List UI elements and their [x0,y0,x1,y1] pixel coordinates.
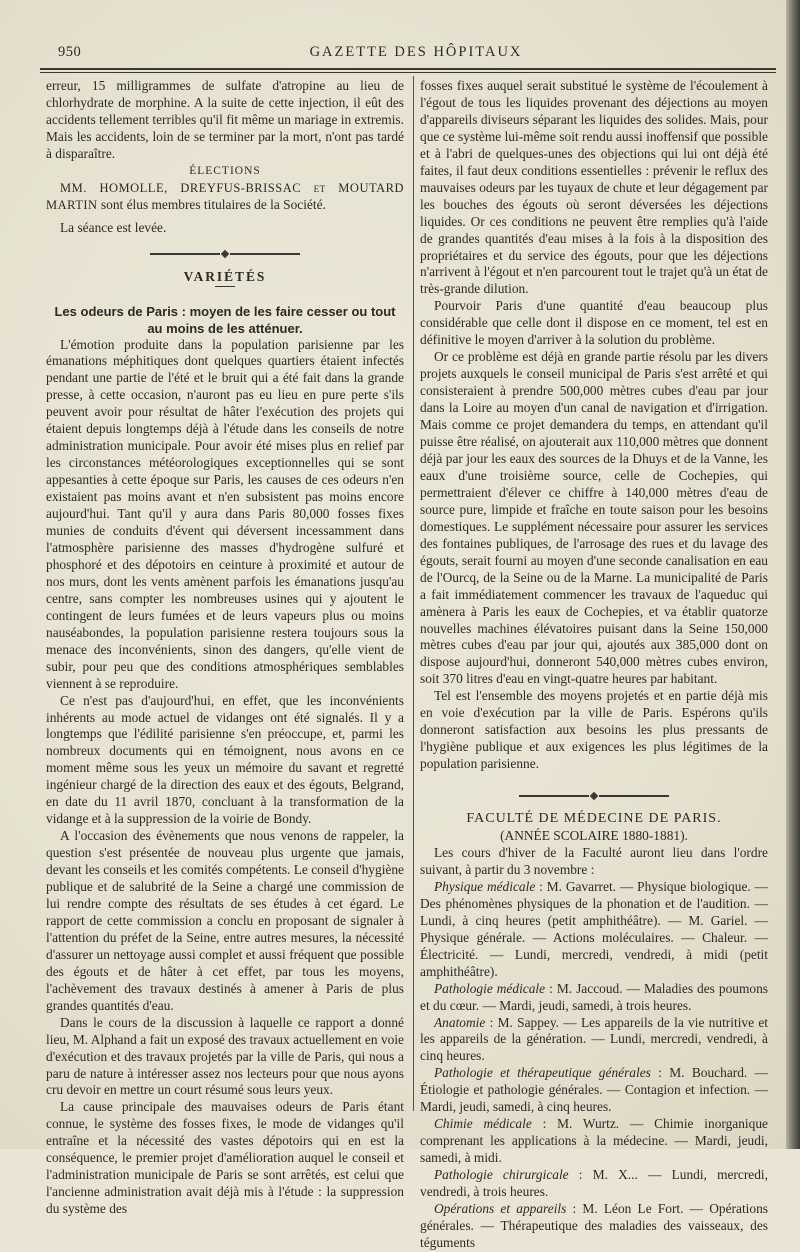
paragraph: Les cours d'hiver de la Faculté auront lieu dans l'ordre suivant, à partir du 3 novembre : [420,844,768,877]
course-details: : M. Sappey. — Les appareils de la vie nutritive et les appareils de la génération. — Lundi, mercredi, vendredi, à cinq heures. [420,1014,768,1064]
course-title: Pathologie chirurgicale [434,1167,569,1183]
course-title: Chimie médicale [434,1116,532,1132]
header-rule [40,68,776,73]
page-number: 950 [58,44,82,60]
course-title: Opérations et appareils [434,1201,567,1216]
short-rule [215,286,235,287]
elections-paragraph [46,180,404,214]
course-details: : M. X... — Lundi, mercredi, vendredi, à trois heures. [420,1167,768,1200]
paragraph: Or ce problème est déjà en grande partie résolu par les divers projets auxquels le conseil municipal de Paris s'est arrêté et qui consisteraient à prendre 500,000 mètres cubes d'eau par jour dans la Loire au moyen d'un canal de navigation et d'irrigation. Mais comme ce projet demandera du temps, en attendant qu'il puisse être réalisé, on ajouterait aux 110,000 mètres que donnent déjà par jour les eaux des sources de la Dhuys et de la Vanne, les eaux d'une troisième source, celle de Cochepies, qui permettraient d'élever ce chiffre à 140,000 mètres d'eau de source pure, limpide et fraîche en toute saison pour les besoins domestiques. Le supplément nécessaire pour assurer les services des fontaines publiques, de l'arrosage des rues et du lavage des égouts, serait fourni au moyen d'une seconde canalisation en eau de l'Ourcq, de la Seine ou de la Marne. La municipalité de Paris a fait immédiatement commencer les travaux de l'aqueduc qui amènera à Paris les eaux de Cochepies, et va établir quatorze nouvelles machines élévatoires puisant dans la Seine 150,000 mètres cubes d'eau par jour qui, ajoutés aux 385,000 dont on dispose aujourd'hui, donneront 540,000 mètres cubes environ, soit 370 litres d'eau en vingt-quatre heures par habitant. [420,349,768,687]
course-title: Physique médicale [434,878,536,894]
ornament-divider [420,787,768,797]
paragraph: Tel est l'ensemble des moyens projetés et en partie déjà mis en voie d'exécution par la ville de Paris. Espérons qu'ils donneront satisfaction aux besoins les plus pressants de l'hygiène publique et aux exigences les plus légitimes de la population parisienne. [420,688,768,772]
course-entry [420,1116,768,1167]
course-details: : M. Gavarret. — Physique biologique. — Des phénomènes physiques de la phonation et de l'audition. — Lundi, à cinq heures (petit amphithéâtre). — M. Gariel. — Physique générale. — Actions moléculaires. — Chaleur. — Électricité. — Lundi, mercredi, vendredi, à midi (petit amphithéâtre). [420,878,768,979]
paragraph: Ce n'est pas d'aujourd'hui, en effet, que les inconvénients inhérents au mode actuel de vidanges ont été signalés. Il y a longtemps que l'édilité parisienne s'en préoccupe, et, parmi les nombreux documents qui en témoignent, nous avons en ce moment même sous les yeux un mémoire du savant et regretté ingénieur chargé de la direction des eaux et des égouts, Belgrand, en date du 11 avril 1870, concluant à la transformation de la vidange et à la suppression de la voirie de Bondy. [46,692,404,827]
course-entry [420,879,768,981]
running-title: GAZETTE DES HÔPITAUX [309,44,523,60]
course-entry [420,1167,768,1201]
section-heading: VARIÉTÉS [183,268,267,284]
course-entry [420,1015,768,1066]
faculty-heading: FACULTÉ DE MÉDECINE DE PARIS. [466,811,722,827]
paragraph: A l'occasion des évènements que nous venons de rappeler, la question s'est présentée de nouveau plus urgente que jamais, devant les conseils et les comités compétents. Le conseil d'hygiène publique et de salubrité de la Seine a chargé une commission de lui rendre compte des résultats de ses études à cet égard. Le rapport de cette commission a conclu en proposant de signaler à l'attention du préfet de la Seine, entre autres mesures, la nécessité d'assurer un nettoyage aussi complet et aussi fréquent que possible des égouts et de hâter à cet effet, par tous les moyens, l'achèvement des travaux destinés à amener à Paris de plus grandes quantités d'eau. [46,828,404,1013]
elections-heading: ÉLECTIONS [189,164,261,177]
left-column [46,78,404,1218]
paragraph: Pourvoir Paris d'une quantité d'eau beaucoup plus considérable que celle dont il dispose en ce moment, tel est en définitive le moyen d'arriver à la solution du problème. [420,298,768,348]
paragraph: fosses fixes auquel serait substitué le système de l'écoulement à l'égout de tous les liquides provenant des déjections au moyen d'appareils diviseurs séparant les liquides des solides. Mais, pour que ce système lui-même soit rendu aussi inoffensif que possible et à l'abri de quelques-unes des objections qui lui ont déjà été faites, il faut deux conditions essentielles : prévenir le reflux des mauvaises odeurs par les tuyaux de chute et leur dégagement par les bouches des égouts où seront déversées les déjections liquides. Or ces conditions ne peuvent être remplies qu'à l'aide de grandes quantités d'eau mises à la fois à la disposition des propriétaires et du service des égouts, pour que les déjections n'arrivent à l'égout et n'en parcourent tout le trajet qu'à un état de très-grande dilution. [420,78,768,297]
paragraph: erreur, 15 milligrammes de sulfate d'atropine au lieu de chlorhydrate de morphine. A la suite de cette injection, il eût des accidents tellement terribles qu'il fit même un mariage in extremis. Mais les accidents, loin de se terminer par la mort, n'ont pas tardé à disparaître. [46,78,404,161]
paragraph: La cause principale des mauvaises odeurs de Paris étant connue, le système des fosses fixes, le mode de vidanges qu'il entraîne et la nécessité des vastes dépotoirs qui en est la conséquence, le premier projet d'amélioration auquel le conseil et l'administration municipale de Paris se sont arrêtés, est celui que l'ancienne administration avait déjà mis à l'étude : la suppression du système des [46,1099,404,1217]
article-title: Les odeurs de Paris : moyen de les faire cesser ou tout au moins de les atténuer. [54,303,396,336]
course-title: Pathologie et thérapeutique générales [434,1065,651,1081]
elections-text: sont élus membres titulaires de la Société. [97,196,326,212]
course-details: : M. Léon Le Fort. — Opérations générales. — Thérapeutique des maladies des vaisseaux, des téguments [420,1201,768,1250]
course-entry [420,981,768,1015]
course-details: : M. Wurtz. — Chimie inorganique comprenant les applications à la médecine. — Mardi, jeudi, samedi, à midi. [420,1116,768,1166]
column-divider [413,76,414,1111]
course-entry [420,1065,768,1116]
course-title: Anatomie [434,1014,486,1030]
paragraph: Dans le cours de la discussion à laquelle ce rapport a donné lieu, M. Alphand a fait un exposé des travaux actuellement en voie d'exécution et des travaux projetés par la ville de Paris, qui nous a paru de nature à intéresser assez nos lecteurs pour que nous ayons cru devoir en mettre un court résumé sous leurs yeux. [46,1014,404,1098]
course-entry [420,1201,768,1252]
course-title: Pathologie médicale [434,980,546,996]
course-details: : M. Jaccoud. — Maladies des poumons et du cœur. — Mardi, jeudi, samedi, à trois heures. [420,980,768,1013]
page-header [58,44,774,66]
faculty-subheading: (ANNÉE SCOLAIRE 1880-1881). [500,828,688,844]
paragraph: L'émotion produite dans la population parisienne par les émanations méphitiques dont quelques quartiers étaient infectés pendant une partie de l'été et le bruit qui a été fait dans la grande presse, à cette occasion, n'auront pas eu lieu en pure perte s'ils peuvent avoir pour résultat de hâter l'exécution des projets qui étaient depuis longtemps déjà à l'étude dans les conseils de notre administration municipale. Pour avoir été mises plus en relief par les circonstances météorologiques exceptionnelles qui se sont appesanties à cette époque sur Paris, les causes de ces odeurs n'en existaient pas moins avant et n'en subsistent pas moins encore aujourd'hui. Tant qu'il y aura dans Paris 80,000 fosses fixes munies de conduits d'évent qui déversent incessamment dans l'atmosphère parisienne des masses d'hydrogène sulfuré et phosphoré et des dépotoirs en ceinture à proximité et autour de nos murs, dont les vents amènent parfois les émanations jusqu'au centre, sans compter les nombreuses usines qui y ajoutent le contingent de leurs fumées et de leurs vapeurs plus ou moins nauséabondes, la population parisienne restera toujours sous la menace des inconvénients, sinon des dangers, qu'elle vient de subir, pour peu que des conditions atmosphériques semblables viennent à se reproduire. [46,336,404,691]
ornament-divider [46,245,404,255]
seance-levee: La séance est levée. [60,219,167,235]
right-column [420,78,768,1252]
elected-members: MM. HOMOLLE, DREYFUS-BRISSAC et MOUTARD MARTIN [46,180,404,212]
page-edge-shadow [786,0,800,1149]
course-details: : M. Bouchard. — Étiologie et pathologie générales. — Contagion et infection. — Mardi, jeudi, samedi, à cinq heures. [420,1065,768,1115]
